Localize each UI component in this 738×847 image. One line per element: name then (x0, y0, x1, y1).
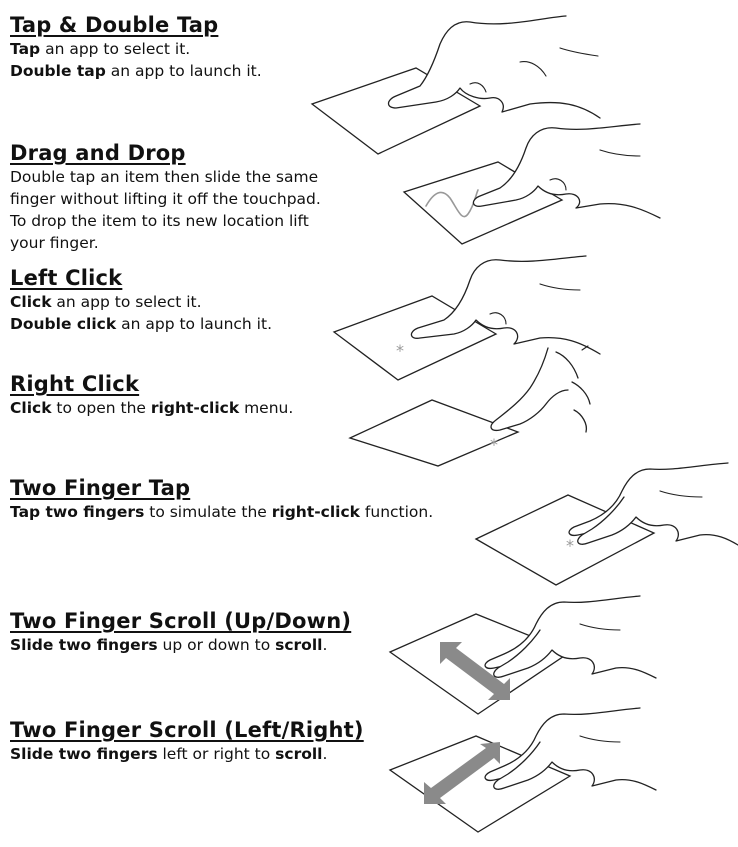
bold-text: Click (10, 399, 52, 417)
plain-text: an app to select it. (51, 293, 202, 311)
plain-text: menu. (239, 399, 294, 417)
bold-text: Double tap (10, 62, 106, 80)
section-line: Double tap an item then slide the same (10, 168, 319, 186)
touchpad-scroll-horizontal-icon (0, 700, 738, 840)
plain-text: an app to launch it. (116, 315, 272, 333)
svg-text:*: * (566, 536, 574, 555)
plain-text: . (322, 636, 328, 654)
section-title: Two Finger Scroll (Up/Down) (10, 609, 352, 633)
bold-text: scroll (275, 636, 323, 654)
plain-text: left or right to (157, 745, 276, 763)
section-title: Drag and Drop (10, 141, 186, 165)
svg-text:*: * (490, 435, 498, 454)
plain-text: . (322, 745, 328, 763)
bold-text: scroll (275, 745, 323, 763)
plain-text: an app to launch it. (105, 62, 262, 80)
section-title: Tap & Double Tap (10, 13, 219, 37)
plain-text: an app to select it. (40, 40, 191, 58)
bold-text: Tap (10, 40, 41, 58)
section-title: Right Click (10, 372, 140, 396)
svg-text:*: * (396, 341, 404, 360)
plain-text: up or down to (157, 636, 276, 654)
plain-text: to simulate the (144, 503, 272, 521)
bold-text: Double click (10, 315, 117, 333)
bold-text: Slide two fingers (10, 745, 158, 763)
section-line: finger without lifting it off the touchpad. (10, 190, 321, 208)
plain-text: to open the (51, 399, 151, 417)
section-line: your finger. (10, 234, 99, 252)
section-title: Two Finger Scroll (Left/Right) (10, 718, 364, 742)
touchpad-drag-icon (0, 110, 738, 260)
bold-text: Click (10, 293, 52, 311)
section-title: Left Click (10, 266, 123, 290)
bold-text: right-click (150, 399, 240, 417)
section-line: To drop the item to its new location lift (10, 212, 309, 230)
touchpad-two-finger-tap-icon (0, 455, 738, 595)
section-title: Two Finger Tap (10, 476, 191, 500)
plain-text: function. (360, 503, 434, 521)
bold-text: Tap two fingers (10, 503, 145, 521)
bold-text: right-click (271, 503, 360, 521)
bold-text: Slide two fingers (10, 636, 158, 654)
touchpad-right-click-icon (0, 340, 738, 470)
